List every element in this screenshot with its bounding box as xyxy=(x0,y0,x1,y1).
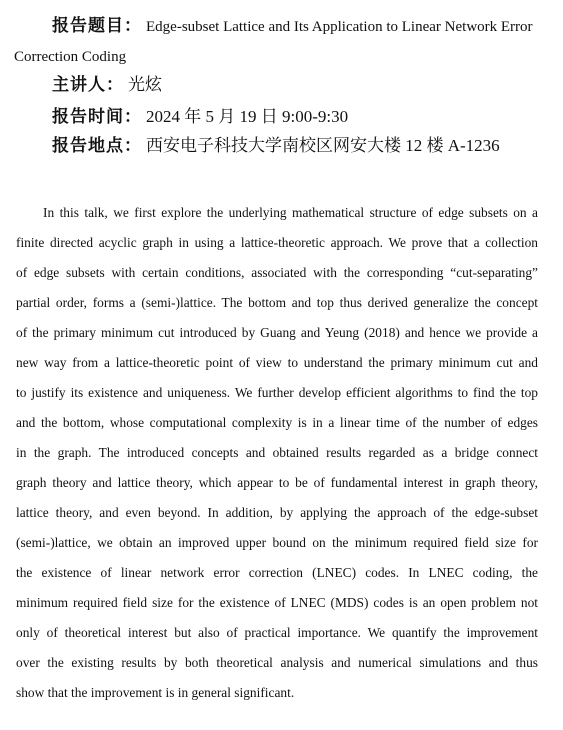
abstract-line: to justify its existence and uniqueness. We further develop efficient algorithms to find the top xyxy=(16,385,538,400)
place-label: 报告地点： xyxy=(52,136,142,156)
abstract-line: over the existing results by both theoretical analysis and numerical simulations and thus xyxy=(16,655,538,670)
speaker-label: 主讲人： xyxy=(52,75,124,95)
abstract-line: new way from a lattice-theoretic point of view to understand the primary minimum cut and xyxy=(16,355,538,370)
abstract-line: In this talk, we first explore the underlying mathematical structure of edge subsets on a xyxy=(43,205,538,220)
place-value: 西安电子科技大学南校区网安大楼 12 楼 A-1236 xyxy=(146,136,500,155)
abstract-line: minimum required field size for the existence of LNEC (MDS) codes is an open problem not xyxy=(16,595,538,610)
talk-title-line-2: Correction Coding xyxy=(14,49,127,65)
time-label: 报告时间： xyxy=(52,107,142,127)
speaker-name: 光炫 xyxy=(128,75,162,95)
place-row xyxy=(52,137,500,155)
time-value: 2024 年 5 月 19 日 9:00-9:30 xyxy=(146,107,349,126)
time-row xyxy=(52,108,348,126)
abstract-line: show that the improvement is in general significant. xyxy=(16,685,295,700)
abstract-line: and the bottom, whose computational complexity is in a linear time of the number of edges xyxy=(16,415,538,430)
abstract-line: of edge subsets with certain conditions, associated with the corresponding “cut-separating” xyxy=(16,265,538,280)
abstract-line: lattice theory, and even beyond. In addition, by applying the approach of the edge-subset xyxy=(16,505,538,520)
abstract-line: the existence of linear network error correction (LNEC) codes. In LNEC coding, the xyxy=(16,565,538,580)
speaker-row xyxy=(52,77,162,94)
abstract-line: in the graph. The introduced concepts and obtained results regarded as a bridge connect xyxy=(16,445,538,460)
abstract-paragraph xyxy=(16,198,538,708)
abstract-line: graph theory and lattice theory, which appear to be of fundamental interest in graph theory, xyxy=(16,475,538,490)
talk-title-continuation xyxy=(14,49,126,65)
abstract-line: of the primary minimum cut introduced by Guang and Yeung (2018) and hence we provide a xyxy=(16,325,538,340)
talk-title-line-1: Edge-subset Lattice and Its Application to Linear Network Error xyxy=(146,19,533,35)
abstract-line: only of theoretical interest but also of practical importance. We quantify the improvement xyxy=(16,625,538,640)
talk-title-row xyxy=(52,18,533,35)
talk-title-label: 报告题目： xyxy=(52,16,142,36)
abstract-line: partial order, forms a (semi-)lattice. The bottom and top thus derived generalize the concept xyxy=(16,295,538,310)
abstract-line: finite directed acyclic graph in using a lattice-theoretic approach. We prove that a collection xyxy=(16,235,538,250)
abstract-line: (semi-)lattice, we obtain an improved upper bound on the minimum required field size for xyxy=(16,535,538,550)
